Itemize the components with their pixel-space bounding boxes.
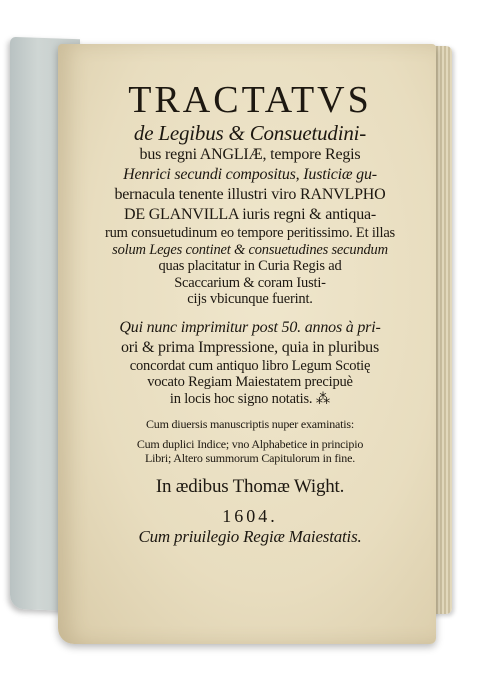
title-page	[58, 44, 436, 644]
year-line: 1604.	[222, 506, 278, 526]
privilege-line: Cum priuilegio Regiæ Maiestatis.	[138, 527, 362, 546]
note-line: in locis hoc signo notatis. ⁂	[169, 390, 331, 407]
subtitle-line: bus regni ANGLIÆ, tempore Regis	[139, 146, 361, 163]
subtitle-line: Scaccarium & coram Iusti-	[174, 274, 326, 291]
subtitle-line: DE GLANVILLA iuris regni & antiqua-	[123, 206, 377, 223]
book-title: TRACTATVS	[128, 79, 372, 121]
subtitle-line: solum Leges continet & consuetudines secundum	[112, 241, 388, 258]
subtitle-line: Henrici secundi compositus, Iusticiæ gu-	[123, 166, 377, 183]
spacer	[80, 407, 420, 417]
spacer	[80, 308, 420, 318]
subtitle-line: rum consuetudinum eo tempore peritissimo. Et illas	[104, 225, 396, 241]
note-line: concordat cum antiquo libro Legum Scotię	[129, 357, 371, 374]
imprint-line: In ædibus Thomæ Wight.	[155, 476, 345, 497]
subtitle-line: de Legibus & Consuetudini-	[133, 121, 367, 145]
title-page-text	[80, 80, 420, 547]
subtitle-line: bernacula tenente illustri viro RANVLPHO	[114, 186, 386, 203]
note-line: ori & prima Impressione, quia in pluribus	[121, 338, 379, 356]
spacer	[80, 465, 420, 475]
note-line: Qui nunc imprimitur post 50. annos à pri-	[119, 318, 381, 336]
manuscripts-line: Cum diuersis manuscriptis nuper examinatis:	[145, 417, 355, 431]
subtitle-line: cijs vbicunque fuerint.	[187, 291, 313, 307]
index-line: Cum duplici Indice; vno Alphabetice in principio	[136, 437, 364, 451]
subtitle-line: quas placitatur in Curia Regis ad	[158, 258, 342, 274]
note-line: vocato Regiam Maiestatem precipuè	[147, 374, 353, 390]
index-line: Libri; Altero summorum Capitulorum in fine.	[144, 451, 356, 465]
